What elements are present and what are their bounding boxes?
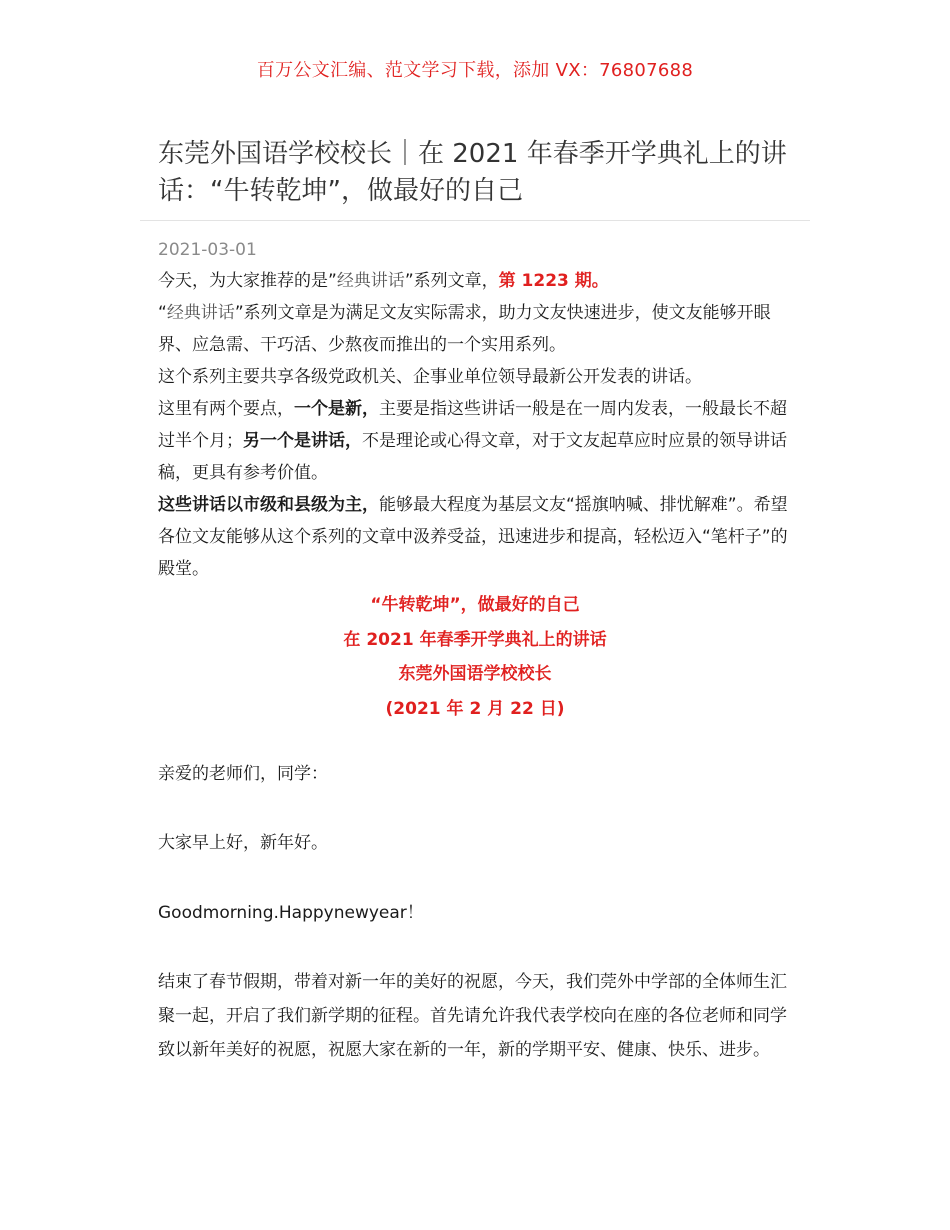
intro-text: “ xyxy=(158,303,167,323)
speech-morning: 大家早上好，新年好。 xyxy=(158,833,328,853)
issue-number: 第 1223 期。 xyxy=(498,271,609,291)
speech-occasion: 在 2021 年春季开学典礼上的讲话 xyxy=(343,629,607,650)
intro-text: ”系列文章是为满足文友实际需求，助力文友快速进步，使文友能够开眼界、应急需、干巧活、少熬夜而推出的一个实用系列。 xyxy=(158,303,771,355)
intro-paragraph-1 xyxy=(158,265,794,297)
intro-section xyxy=(158,265,794,585)
speech-date: (2021 年 2 月 22 日) xyxy=(385,698,565,719)
promo-banner: 百万公文汇编、范文学习下载，添加 VX：76807688 xyxy=(256,60,694,81)
publish-date: 2021-03-01 xyxy=(158,240,257,260)
speech-title: “牛转乾坤”，做最好的自己 xyxy=(370,595,580,615)
intro-paragraph-3: 这个系列主要共享各级党政机关、企事业单位领导最新公开发表的讲话。 xyxy=(158,367,702,387)
speaker: 东莞外国语学校校长 xyxy=(398,664,552,684)
intro-paragraph-5 xyxy=(158,489,794,585)
speech-greeting: 亲爱的老师们，同学： xyxy=(158,764,328,784)
intro-text: 这里有两个要点， xyxy=(158,399,294,419)
bold-point: 这些讲话以市级和县级为主， xyxy=(158,495,379,515)
title-divider xyxy=(140,220,810,221)
intro-paragraph-2 xyxy=(158,297,794,361)
intro-paragraph-4 xyxy=(158,393,794,489)
speech-paragraph-1: 结束了春节假期，带着对新一年的美好的祝愿，今天，我们莞外中学部的全体师生汇聚一起，开启了我们新学期的征程。首先请允许我代表学校向在座的各位老师和同学致以新年美好的祝愿，祝愿大家在新的一年，新的学期平安、健康、快乐、进步。 xyxy=(158,972,787,1060)
article-title: 东莞外国语学校校长｜在 2021 年春季开学典礼上的讲话：“牛转乾坤”，做最好的自己 xyxy=(158,139,787,206)
bold-point: 另一个是讲话， xyxy=(243,431,362,451)
intro-text: 今天，为大家推荐的是” xyxy=(158,271,337,291)
bold-point: 一个是新， xyxy=(294,399,379,419)
intro-text: ”系列文章， xyxy=(404,271,499,291)
series-name: 经典讲话 xyxy=(166,303,235,323)
intro-text: 主要是指这些讲话一般是在一周内发表，一般最长不超过半个月； xyxy=(158,399,787,451)
speech-english-greeting: Goodmorning.Happynewyear！ xyxy=(158,903,424,923)
intro-text: 能够最大程度为基层文友“摇旗呐喊、排忧解难”。希望各位文友能够从这个系列的文章中汲养受益，迅速进步和提高，轻松迈入“笔杆子”的殿堂。 xyxy=(158,495,788,579)
speech-heading xyxy=(0,588,950,726)
series-name: 经典讲话 xyxy=(336,271,405,291)
intro-text: 不是理论或心得文章，对于文友起草应时应景的领导讲话稿，更具有参考价值。 xyxy=(158,431,787,483)
